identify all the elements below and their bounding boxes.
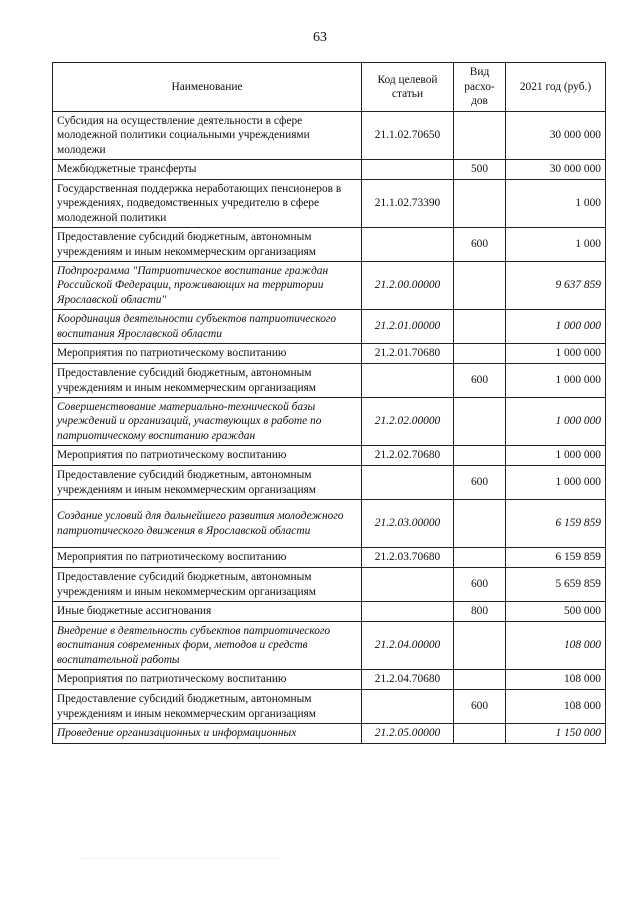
row-sum-cell: 1 000 000 bbox=[506, 466, 606, 500]
row-sum-cell: 108 000 bbox=[506, 670, 606, 690]
table-row bbox=[53, 724, 606, 744]
row-sum-cell: 1 000 bbox=[506, 228, 606, 262]
row-sum-cell: 6 159 859 bbox=[506, 548, 606, 568]
table-row bbox=[53, 398, 606, 446]
row-type-cell bbox=[454, 262, 506, 310]
row-name-cell: Внедрение в деятельность субъектов патриотического воспитания современных форм, методов и средств воспитательной работы bbox=[53, 622, 362, 670]
row-type-cell bbox=[454, 398, 506, 446]
table-row bbox=[53, 690, 606, 724]
row-code-cell bbox=[362, 466, 454, 500]
row-name-cell: Предоставление субсидий бюджетным, автономным учреждениям и иным некоммерческим организациям bbox=[53, 364, 362, 398]
header-row bbox=[53, 63, 606, 112]
header-code: Код целевой статьи bbox=[362, 63, 454, 112]
header-type: Вид расхо-дов bbox=[454, 63, 506, 112]
row-code-cell: 21.2.04.00000 bbox=[362, 622, 454, 670]
table-row bbox=[53, 670, 606, 690]
row-code-cell: 21.2.02.00000 bbox=[362, 398, 454, 446]
row-name-cell: Предоставление субсидий бюджетным, автономным учреждениям и иным некоммерческим организациям bbox=[53, 568, 362, 602]
row-sum-cell: 1 150 000 bbox=[506, 724, 606, 744]
row-code-cell: 21.2.01.00000 bbox=[362, 310, 454, 344]
row-code-cell: 21.2.05.00000 bbox=[362, 724, 454, 744]
row-code-cell bbox=[362, 160, 454, 180]
page-number: 63 bbox=[313, 30, 327, 45]
table-row bbox=[53, 112, 606, 160]
row-code-cell: 21.2.01.70680 bbox=[362, 344, 454, 364]
table-row bbox=[53, 568, 606, 602]
row-type-cell bbox=[454, 446, 506, 466]
row-code-cell: 21.2.03.70680 bbox=[362, 548, 454, 568]
row-sum-cell: 1 000 000 bbox=[506, 310, 606, 344]
table-row bbox=[53, 602, 606, 622]
row-code-cell: 21.2.00.00000 bbox=[362, 262, 454, 310]
table-row bbox=[53, 180, 606, 228]
row-sum-cell: 1 000 000 bbox=[506, 364, 606, 398]
table-row bbox=[53, 446, 606, 466]
row-name-cell: Межбюджетные трансферты bbox=[53, 160, 362, 180]
row-name-cell: Создание условий для дальнейшего развития молодежного патриотического движения в Ярославской области bbox=[53, 500, 362, 548]
row-code-cell: 21.2.03.00000 bbox=[362, 500, 454, 548]
budget-table bbox=[52, 62, 606, 744]
row-type-cell: 600 bbox=[454, 690, 506, 724]
row-name-cell: Координация деятельности субъектов патриотического воспитания Ярославской области bbox=[53, 310, 362, 344]
row-type-cell bbox=[454, 724, 506, 744]
row-name-cell: Мероприятия по патриотическому воспитанию bbox=[53, 446, 362, 466]
footer-divider bbox=[80, 858, 280, 860]
header-name: Наименование bbox=[53, 63, 362, 112]
row-type-cell bbox=[454, 344, 506, 364]
row-sum-cell: 5 659 859 bbox=[506, 568, 606, 602]
table-row bbox=[53, 622, 606, 670]
row-name-cell: Подпрограмма "Патриотическое воспитание граждан Российской Федерации, проживающих на территории Ярославской области" bbox=[53, 262, 362, 310]
row-name-cell: Мероприятия по патриотическому воспитанию bbox=[53, 344, 362, 364]
table-row bbox=[53, 500, 606, 548]
row-type-cell bbox=[454, 622, 506, 670]
row-type-cell: 800 bbox=[454, 602, 506, 622]
row-sum-cell: 1 000 000 bbox=[506, 344, 606, 364]
row-type-cell bbox=[454, 112, 506, 160]
row-sum-cell: 9 637 859 bbox=[506, 262, 606, 310]
row-type-cell bbox=[454, 670, 506, 690]
row-sum-cell: 108 000 bbox=[506, 622, 606, 670]
row-code-cell bbox=[362, 228, 454, 262]
row-name-cell: Предоставление субсидий бюджетным, автономным учреждениям и иным некоммерческим организациям bbox=[53, 690, 362, 724]
row-type-cell bbox=[454, 310, 506, 344]
row-name-cell: Предоставление субсидий бюджетным, автономным учреждениям и иным некоммерческим организациям bbox=[53, 228, 362, 262]
row-name-cell: Субсидия на осуществление деятельности в сфере молодежной политики социальными учреждениями молодежи bbox=[53, 112, 362, 160]
row-type-cell bbox=[454, 180, 506, 228]
row-name-cell: Предоставление субсидий бюджетным, автономным учреждениям и иным некоммерческим организациям bbox=[53, 466, 362, 500]
row-name-cell: Мероприятия по патриотическому воспитанию bbox=[53, 670, 362, 690]
row-name-cell: Государственная поддержка неработающих пенсионеров в учреждениях, подведомственных учредителю в сфере молодежной политики bbox=[53, 180, 362, 228]
row-code-cell bbox=[362, 568, 454, 602]
table-row bbox=[53, 344, 606, 364]
row-sum-cell: 108 000 bbox=[506, 690, 606, 724]
row-sum-cell: 1 000 000 bbox=[506, 446, 606, 466]
table-row bbox=[53, 466, 606, 500]
table-row bbox=[53, 548, 606, 568]
row-sum-cell: 6 159 859 bbox=[506, 500, 606, 548]
table-body bbox=[53, 112, 606, 744]
row-type-cell: 600 bbox=[454, 568, 506, 602]
row-type-cell: 600 bbox=[454, 228, 506, 262]
header-sum: 2021 год (руб.) bbox=[506, 63, 606, 112]
table-row bbox=[53, 262, 606, 310]
table-header bbox=[53, 63, 606, 112]
row-type-cell: 500 bbox=[454, 160, 506, 180]
row-name-cell: Проведение организационных и информационных bbox=[53, 724, 362, 744]
row-sum-cell: 1 000 bbox=[506, 180, 606, 228]
table-row bbox=[53, 228, 606, 262]
row-code-cell: 21.1.02.70650 bbox=[362, 112, 454, 160]
row-type-cell bbox=[454, 500, 506, 548]
row-code-cell: 21.2.02.70680 bbox=[362, 446, 454, 466]
row-name-cell: Совершенствование материально-технической базы учреждений и организаций, участвующих в работе по патриотическому воспитанию граждан bbox=[53, 398, 362, 446]
row-code-cell: 21.1.02.73390 bbox=[362, 180, 454, 228]
row-type-cell bbox=[454, 548, 506, 568]
row-code-cell: 21.2.04.70680 bbox=[362, 670, 454, 690]
row-type-cell: 600 bbox=[454, 364, 506, 398]
row-code-cell bbox=[362, 690, 454, 724]
row-sum-cell: 500 000 bbox=[506, 602, 606, 622]
row-name-cell: Мероприятия по патриотическому воспитанию bbox=[53, 548, 362, 568]
row-sum-cell: 30 000 000 bbox=[506, 112, 606, 160]
row-sum-cell: 30 000 000 bbox=[506, 160, 606, 180]
table-row bbox=[53, 160, 606, 180]
row-sum-cell: 1 000 000 bbox=[506, 398, 606, 446]
row-code-cell bbox=[362, 602, 454, 622]
row-type-cell: 600 bbox=[454, 466, 506, 500]
table-row bbox=[53, 310, 606, 344]
row-code-cell bbox=[362, 364, 454, 398]
row-name-cell: Иные бюджетные ассигнования bbox=[53, 602, 362, 622]
table-row bbox=[53, 364, 606, 398]
